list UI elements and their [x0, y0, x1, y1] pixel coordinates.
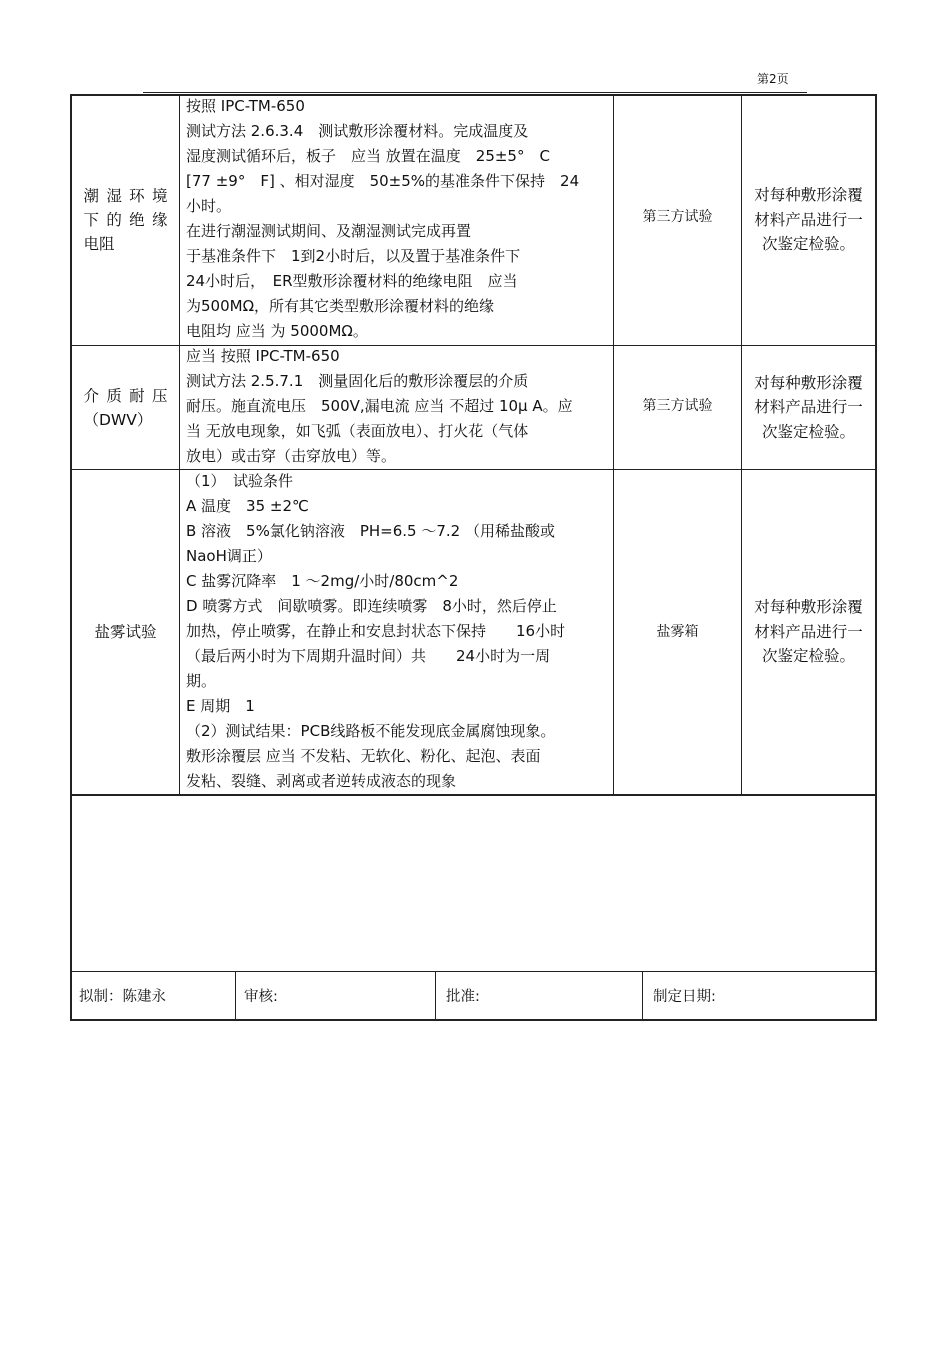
desc-line: 放电）或击穿（击穿放电）等。	[186, 447, 397, 465]
row-humidity-frequency: 对每种敷形涂覆材料产品进行一次鉴定检验。	[754, 186, 863, 254]
desc-line: 为500MΩ，所有其它类型敷形涂覆材料的绝缘	[186, 297, 495, 315]
desc-line: C 盐雾沉降率 1 ～2mg/小时/80cm^2	[186, 572, 459, 590]
desc-line: 测试方法 2.6.3.4 测试敷形涂覆材料。完成温度及	[186, 122, 529, 140]
col-line-1	[179, 95, 180, 794]
desc-line: （1） 试验条件	[186, 472, 294, 490]
desc-line: 24小时后， ER型敷形涂覆材料的绝缘电阻 应当	[186, 272, 518, 290]
row-line-4	[71, 971, 876, 972]
approved-by: 批准:	[446, 989, 480, 1005]
desc-line: 电阻均 应当 为 5000MΩ。	[186, 322, 368, 340]
desc-line: 期。	[186, 672, 217, 690]
name-line: 电阻	[83, 235, 115, 253]
row-dwv-method: 第三方试验	[642, 397, 713, 414]
desc-line: 当 无放电现象，如飞弧（表面放电）、打火花（气体	[186, 422, 529, 440]
desc-line: （2）测试结果：PCB线路板不能发现底金属腐蚀现象。	[186, 722, 556, 740]
desc-line: 小时。	[186, 197, 232, 215]
desc-line: 测试方法 2.5.7.1 测量固化后的敷形涂覆层的介质	[186, 372, 529, 390]
desc-line: [77 ±9° F] 、相对湿度 50±5%的基准条件下保持 24	[186, 172, 580, 190]
name-line: 潮 湿 环 境	[83, 187, 168, 205]
sig-line-3	[642, 971, 643, 1020]
name-line: 下 的 绝 缘	[83, 211, 168, 229]
row-saltspray-desc	[186, 469, 610, 794]
row-saltspray-name: 盐雾试验	[94, 623, 157, 641]
desc-line: B 溶液 5%氯化钠溶液 PH=6.5 ～7.2 （用稀盐酸或	[186, 522, 555, 540]
row-humidity-method: 第三方试验	[642, 209, 713, 225]
desc-line: 按照 IPC-TM-650	[186, 97, 305, 115]
desc-line: 敷形涂覆层 应当 不发粘、无软化、粉化、起泡、表面	[186, 747, 541, 765]
row-humidity-name	[72, 95, 179, 345]
sig-line-2	[435, 971, 436, 1020]
name-line: 介 质 耐 压	[83, 386, 168, 405]
desc-line: （最后两小时为下周期升温时间）共 24小时为一周	[186, 647, 551, 665]
desc-line: 发粘、裂缝、剥离或者逆转成液态的现象	[186, 772, 457, 790]
drafted-by: 拟制：陈建永	[79, 989, 166, 1005]
row-saltspray-frequency: 对每种敷形涂覆材料产品进行一次鉴定检验。	[754, 598, 863, 666]
row-dwv-name	[72, 346, 179, 469]
issue-date: 制定日期:	[653, 989, 716, 1005]
desc-line: 在进行潮湿测试期间、及潮湿测试完成再置	[186, 222, 472, 240]
desc-line: 湿度测试循环后，板子 应当 放置在温度 25±5° C	[186, 147, 550, 165]
header-rule	[143, 92, 807, 93]
desc-line: 于基准条件下 1到2小时后，以及置于基准条件下	[186, 247, 521, 265]
reviewed-by: 审核:	[244, 989, 278, 1005]
sig-line-1	[235, 971, 236, 1020]
desc-line: D 喷雾方式 间歇喷雾。即连续喷雾 8小时，然后停止	[186, 597, 557, 615]
row-humidity-desc	[186, 94, 610, 344]
desc-line: 应当 按照 IPC-TM-650	[186, 347, 340, 365]
desc-line: NaoH调正）	[186, 547, 272, 565]
row-dwv-desc	[186, 344, 610, 469]
desc-line: 加热，停止喷雾，在静止和安息封状态下保持 16小时	[186, 622, 566, 640]
row-line-3	[71, 794, 876, 796]
desc-line: 耐压。施直流电压 500V,漏电流 应当 不超过 10μ A。应	[186, 397, 573, 415]
row-dwv-frequency: 对每种敷形涂覆材料产品进行一次鉴定检验。	[754, 373, 863, 441]
page-number: 第2页	[757, 72, 789, 86]
desc-line: A 温度 35 ±2℃	[186, 497, 309, 515]
name-line: （DWV）	[83, 410, 153, 429]
desc-line: E 周期 1	[186, 697, 255, 715]
row-saltspray-method: 盐雾箱	[656, 623, 699, 640]
